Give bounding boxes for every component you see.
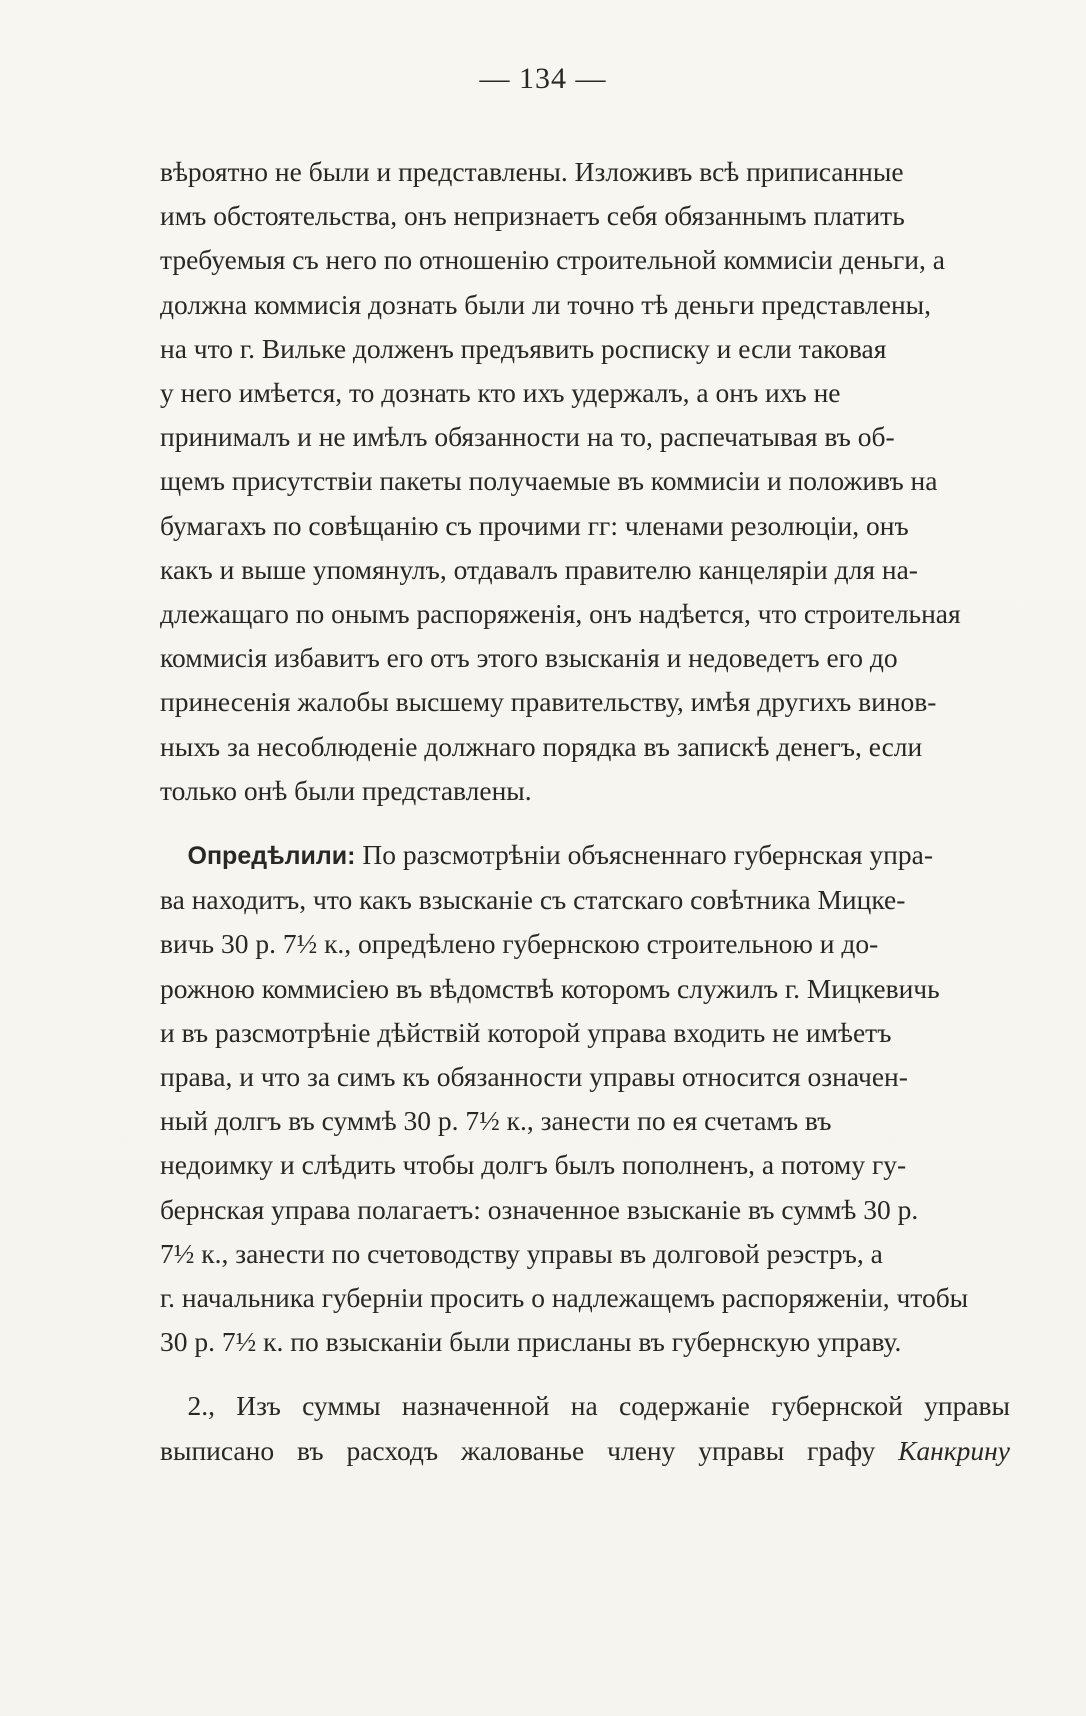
body-text bbox=[160, 150, 1010, 1473]
text-line: ныхъ за несоблюденіе должнаго порядка въ запискѣ денегъ, если bbox=[160, 730, 923, 762]
text-line: рожною коммисіею въ вѣдомствѣ которомъ служилъ г. Мицкевичь bbox=[160, 972, 940, 1004]
text-line: у него имѣется, то дознать кто ихъ удержалъ, а онъ ихъ не bbox=[160, 377, 841, 409]
text-line: должна коммисія дознать были ли точно тѣ деньги представлены, bbox=[160, 288, 932, 320]
text-line: принималъ и не имѣлъ обязанности на то, распечатывая въ об- bbox=[160, 421, 895, 453]
text-line: принесенія жалобы высшему правительству, имѣя другихъ винов- bbox=[160, 686, 937, 718]
resolution-lead: Опредѣлили: bbox=[187, 842, 356, 871]
text-line: бумагахъ по совѣщанію съ прочими гг: членами резолюціи, онъ bbox=[160, 509, 909, 541]
text-line bbox=[160, 1429, 1010, 1473]
text-line: права, и что за симъ къ обязанности управы относится означен- bbox=[160, 1061, 908, 1093]
italic-name: Канкрину bbox=[898, 1434, 1011, 1466]
text-line: ный долгъ въ суммѣ 30 р. 7½ к., занести по ея счетамъ въ bbox=[160, 1105, 832, 1137]
text-line: какъ и выше упомянулъ, отдавалъ правителю канцеляріи для на- bbox=[160, 553, 918, 585]
text-line: вѣроятно не были и представлены. Изложивъ всѣ приписанные bbox=[160, 156, 904, 187]
text-line: имъ обстоятельства, онъ непризнаетъ себя обязаннымъ платить bbox=[160, 200, 905, 232]
text-fragment: 2., Изъ суммы назначенной на содержаніе губернской управы bbox=[187, 1390, 1010, 1422]
text-line: коммисія избавитъ его отъ этого взысканія и недоведетъ его до bbox=[160, 642, 898, 674]
text-line-last: только онѣ были представлены. bbox=[160, 774, 532, 806]
text-line: длежащаго по онымъ распоряженія, онъ надѣется, что строительная bbox=[160, 598, 961, 630]
paragraph-2 bbox=[160, 833, 1010, 1364]
text-line: г. начальника губерніи просить о надлежащемъ распоряженіи, чтобы bbox=[160, 1282, 969, 1314]
page-number: — 134 — bbox=[479, 62, 607, 95]
text-line: 7½ к., занести по счетоводству управы въ долговой реэстръ, а bbox=[160, 1237, 883, 1269]
text-line: на что г. Вильке долженъ предъявить росписку и если таковая bbox=[160, 332, 887, 364]
text-fragment: По разсмотрѣніи объясненнаго губернская упра- bbox=[362, 839, 933, 871]
paragraph-1 bbox=[160, 150, 1010, 813]
text-line: 30 р. 7½ к. по взысканіи были присланы въ губернскую управу. bbox=[160, 1326, 902, 1358]
text-line bbox=[160, 833, 1010, 878]
text-fragment: выписано въ расходъ жалованье члену управы графу bbox=[160, 1434, 876, 1466]
text-line: и въ разсмотрѣніе дѣйствій которой управа входить не имѣетъ bbox=[160, 1016, 892, 1048]
text-line: вичь 30 р. 7½ к., опредѣлено губернскою строительною и до- bbox=[160, 928, 879, 960]
text-line: ва находитъ, что какъ взысканіе съ статскаго совѣтника Мицке- bbox=[160, 884, 906, 916]
text-line bbox=[160, 1384, 1010, 1428]
paragraph-3 bbox=[160, 1384, 1010, 1472]
text-line: бернская управа полагаетъ: означенное взысканіе въ суммѣ 30 р. bbox=[160, 1193, 919, 1225]
text-line: щемъ присутствіи пакеты получаемые въ коммисіи и положивъ на bbox=[160, 465, 938, 497]
text-line: требуемыя съ него по отношенію строительной коммисіи деньги, а bbox=[160, 244, 945, 276]
text-line: недоимку и слѣдить чтобы долгъ былъ пополненъ, а потому гу- bbox=[160, 1149, 907, 1181]
